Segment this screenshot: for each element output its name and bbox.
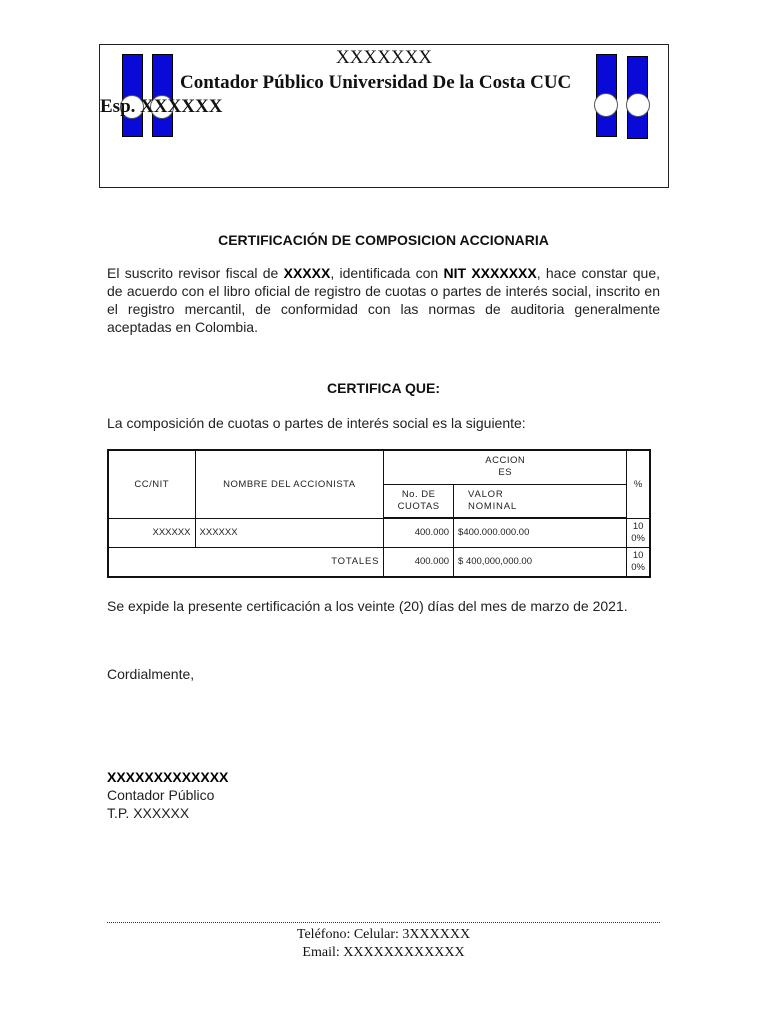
header-acciones-line2: ES — [498, 467, 513, 479]
letterhead-title: Contador Público Universidad De la Costa CUC — [180, 72, 572, 93]
totals-label: TOTALES — [108, 547, 384, 577]
header-num-line1: No. DE — [401, 488, 436, 500]
row-percent — [627, 518, 650, 547]
row-percent-line1: 10 — [632, 520, 644, 532]
letterhead-name: XXXXXXX — [335, 47, 433, 68]
letterhead-specialization: Esp. XXXXXX — [100, 96, 223, 117]
totals-percent — [627, 547, 650, 577]
section-title: CERTIFICA QUE: — [326, 380, 441, 396]
header-valor-line2: NOMINAL — [468, 500, 517, 512]
footer-email: Email: XXXXXXXXXXXX — [302, 945, 465, 960]
signature-block — [107, 768, 228, 822]
footer-divider — [107, 922, 660, 923]
totals-percent-line1: 10 — [632, 549, 644, 561]
totals-cuotas: 400.000 — [384, 547, 454, 577]
intro-text-2: , identificada con — [330, 265, 444, 281]
totals-percent-line2: 0% — [631, 561, 645, 573]
header-valor-line1: VALOR — [468, 488, 504, 500]
header-shareholder-name: NOMBRE DEL ACCIONISTA — [195, 450, 384, 518]
intro-text-3: , hace constar que, de acuerdo con el libro oficial de registro de cuotas o partes de interés social, inscrito en el registro mercantil, de conformidad con las normas de auditoria generalmente aceptadas en Colombia. — [107, 265, 661, 335]
company-nit: NIT XXXXXXX — [443, 265, 537, 281]
header-percent: % — [627, 450, 650, 518]
signature-name: XXXXXXXXXXXXX — [107, 769, 229, 785]
logo-circle-right-1 — [594, 93, 618, 117]
row-cuotas: 400.000 — [384, 518, 454, 547]
table-row — [108, 518, 650, 547]
issued-paragraph: Se expide la presente certificación a los veinte (20) días del mes de marzo de 2021. — [107, 598, 628, 614]
table-totals-row — [108, 547, 650, 577]
intro-paragraph — [107, 264, 660, 336]
intro-text-1: El suscrito revisor fiscal de — [107, 265, 284, 281]
logo-circle-right-2 — [626, 93, 650, 117]
letterhead — [99, 44, 669, 188]
row-percent-line2: 0% — [631, 532, 645, 544]
header-valor-nominal — [454, 484, 627, 518]
shareholders-table — [107, 449, 651, 578]
table-header-row — [108, 450, 650, 484]
closing-text: Cordialmente, — [107, 666, 195, 682]
document-title: CERTIFICACIÓN DE COMPOSICION ACCIONARIA — [218, 232, 549, 248]
row-shareholder-name: XXXXXX — [195, 518, 384, 547]
header-acciones — [384, 450, 627, 484]
row-cc-nit: XXXXXX — [108, 518, 195, 547]
header-num-line2: CUOTAS — [397, 500, 440, 512]
composition-text: La composición de cuotas o partes de interés social es la siguiente: — [107, 415, 526, 431]
footer-phone: Teléfono: Celular: 3XXXXXX — [296, 927, 471, 942]
totals-valor: $ 400,000,000.00 — [454, 547, 627, 577]
company-name: XXXXX — [283, 265, 331, 281]
header-acciones-line1: ACCION — [485, 455, 526, 467]
row-valor: $400.000.000.00 — [454, 518, 627, 547]
header-num-cuotas — [384, 484, 454, 518]
header-cc-nit: CC/NIT — [108, 450, 195, 518]
signature-role: Contador Público — [107, 787, 215, 803]
signature-tp: T.P. XXXXXX — [107, 805, 190, 821]
